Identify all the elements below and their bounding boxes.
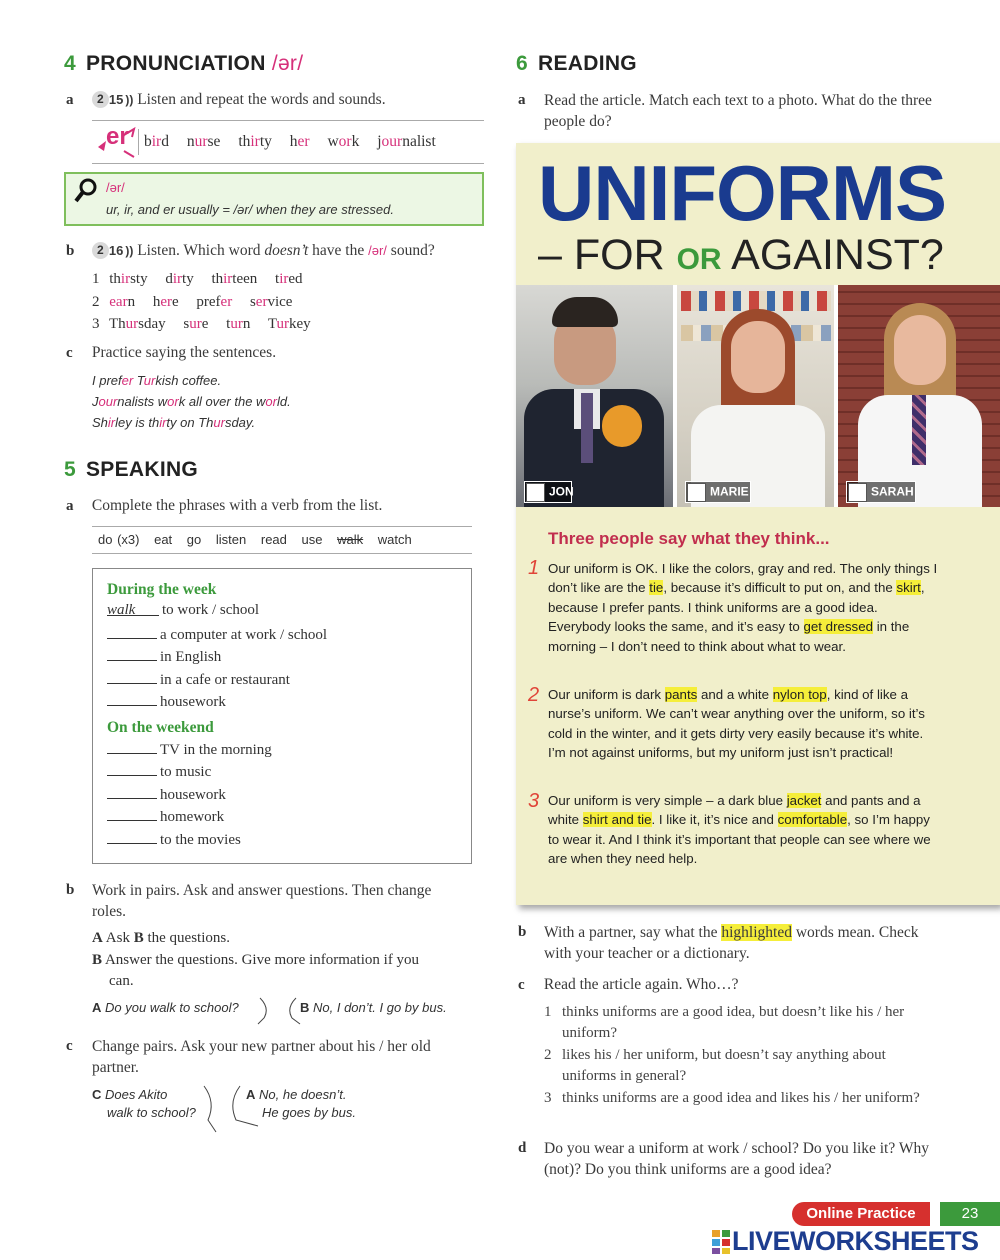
who-questions xyxy=(544,1002,934,1109)
phrase-row xyxy=(107,692,471,715)
audio-icon[interactable]: )) xyxy=(125,244,134,258)
exercise-letter: c xyxy=(518,977,525,993)
audio-track[interactable]: 15 xyxy=(108,92,124,107)
checkbox-marie xyxy=(687,483,749,502)
answer-blank[interactable] xyxy=(107,785,157,799)
exercise-letter: a xyxy=(518,92,526,108)
exercise-5a xyxy=(66,497,382,515)
highlighted-word[interactable]: skirt xyxy=(896,580,921,596)
text-run: in the morning – I don’t need to think about what to wear. xyxy=(548,619,910,654)
question-1 xyxy=(544,1002,934,1044)
phrases-box xyxy=(92,568,472,864)
section-5-heading xyxy=(64,458,198,482)
word-thirty: thirty xyxy=(238,133,272,150)
word-row-3: 3 Thursday sure turn Turkey xyxy=(92,316,311,332)
phrase-row xyxy=(107,740,471,763)
word: Thursday xyxy=(108,316,166,332)
verb: do (x3) xyxy=(98,532,140,547)
exercise-letter: c xyxy=(66,1038,73,1054)
tip-text: ur, ir, and er usually = /ər/ when they are stressed. xyxy=(106,202,394,217)
instruction-text: Complete the phrases with a verb from the list. xyxy=(91,497,383,514)
text-run: and a white xyxy=(701,687,770,702)
phrase-text: in English xyxy=(160,649,222,665)
subtitle-for: – FOR xyxy=(538,231,665,279)
word: sure xyxy=(183,316,209,332)
text-run: , so I’m happy to wear it. And I think it’s important that people can see where we are when they need help. xyxy=(548,812,931,867)
photo-jon xyxy=(516,285,673,507)
audio-track[interactable]: 16 xyxy=(108,243,124,258)
exercise-4b xyxy=(66,242,435,260)
word: earn xyxy=(109,293,136,310)
question-3 xyxy=(544,1088,934,1109)
answer-blank[interactable] xyxy=(107,647,157,661)
text-run: , because I prefer pants. I think uniforms are a good idea. Everybody looks the same, and it’s easy to xyxy=(548,580,925,635)
text-number: 3 xyxy=(528,790,540,812)
instruction-text-post: sound? xyxy=(390,242,435,259)
answer-blank[interactable] xyxy=(107,740,157,754)
phrase-row xyxy=(107,670,471,693)
exercise-6c xyxy=(518,976,739,994)
liveworksheets-icon xyxy=(712,1230,730,1254)
bubble-text: He goes by bus. xyxy=(262,1105,356,1120)
word-bird: bird xyxy=(144,133,169,150)
answer-blank[interactable] xyxy=(107,625,157,639)
verb-crossed: walk xyxy=(337,532,364,547)
highlighted-word[interactable]: nylon top xyxy=(772,687,827,702)
page-number: 23 xyxy=(940,1202,1000,1226)
question-text: thinks uniforms are a good idea and likes his / her uniform? xyxy=(562,1090,920,1106)
speech-bubble-a xyxy=(92,1000,239,1015)
word-her: her xyxy=(289,133,310,150)
tip-title: /ər/ xyxy=(106,180,125,195)
text-run: Our uniform is dark xyxy=(548,687,662,702)
photo-name: MARIE xyxy=(710,484,749,499)
instruction-text: Change pairs. Ask your new partner about his / her old partner. xyxy=(92,1038,431,1076)
question-2 xyxy=(544,1045,934,1087)
word-nurse: nurse xyxy=(186,133,221,150)
speaker-label: A xyxy=(92,1000,102,1015)
text-run: and pants and a white xyxy=(548,793,921,828)
highlighted-word[interactable]: jacket xyxy=(786,793,822,808)
word: turn xyxy=(226,316,251,332)
word: tired xyxy=(275,271,303,287)
text-run: , because it’s difficult to put on, and the xyxy=(663,580,893,596)
exercise-5c xyxy=(66,1036,466,1078)
article-text-2 xyxy=(548,685,938,763)
photo-checkbox[interactable] xyxy=(526,483,545,502)
sound-logo-icon xyxy=(94,125,138,159)
section-title: SPEAKING xyxy=(85,458,199,481)
speech-bubble-a2 xyxy=(246,1086,356,1122)
roles-a xyxy=(92,928,230,949)
speaker-label: C xyxy=(92,1087,102,1102)
highlighted-word[interactable]: get dressed xyxy=(803,619,873,635)
speaker-label: B xyxy=(300,1000,310,1015)
verb: use xyxy=(301,532,323,547)
exercise-4a xyxy=(66,91,386,109)
exercise-letter: b xyxy=(66,882,75,898)
section-number: 5 xyxy=(64,458,76,481)
bubble-text: No, he doesn’t. xyxy=(259,1087,347,1102)
phrase-row xyxy=(107,807,471,830)
question-text: thinks uniforms are a good idea, but doesn’t like his / her uniform? xyxy=(562,1004,905,1041)
checkbox-sarah xyxy=(848,483,914,502)
online-practice-button[interactable]: Online Practice xyxy=(792,1202,930,1226)
article-panel xyxy=(516,143,1000,905)
photo-checkbox[interactable] xyxy=(848,483,867,502)
practice-sentences xyxy=(92,370,291,433)
phrase-text: in a cafe or restaurant xyxy=(160,671,290,688)
word: dirty xyxy=(165,271,194,287)
word: Turkey xyxy=(267,316,311,332)
exercise-6b xyxy=(518,922,938,964)
sentence-1: I prefer Turkish coffee. xyxy=(92,373,222,388)
photo-marie xyxy=(677,285,834,507)
verb: read xyxy=(260,532,287,547)
answer-blank[interactable] xyxy=(107,762,157,776)
word: service xyxy=(249,293,293,310)
highlighted-word[interactable]: shirt and tie xyxy=(582,812,652,828)
verb: eat xyxy=(154,532,173,547)
phrase-text: housework xyxy=(160,694,226,710)
instruction-text: Listen. Which word xyxy=(137,242,261,259)
instruction-text: Practice saying the sentences. xyxy=(91,344,277,361)
text-run: . I like it, it’s nice and xyxy=(651,812,774,828)
exercise-letter: d xyxy=(518,1140,527,1156)
instruction-text: Listen and repeat the words and sounds. xyxy=(137,91,386,108)
section-title: READING xyxy=(537,52,637,75)
bubble-text: walk to school? xyxy=(107,1105,196,1120)
word-journalist: journalist xyxy=(377,133,436,150)
sentence-2: Journalists work all over the world. xyxy=(92,394,291,409)
instruction-text: Work in pairs. Ask and answer questions. Then change roles. xyxy=(92,882,432,920)
phrase-text: a computer at work / school xyxy=(160,626,328,643)
role-text: Ask xyxy=(105,930,130,946)
article-subtitle xyxy=(538,229,944,286)
exercise-letter: b xyxy=(66,243,75,259)
subtitle-against: AGAINST? xyxy=(731,231,944,279)
text-run: Our uniform is OK. I like the colors, gray and red. The only things I don’t like are the xyxy=(548,561,938,596)
highlighted-word[interactable]: tie xyxy=(649,580,664,596)
magnifier-icon xyxy=(74,178,98,209)
phrase-text: TV in the morning xyxy=(160,741,272,758)
phrase-text: to music xyxy=(160,764,212,780)
answer-blank[interactable] xyxy=(107,692,157,706)
word-row-1: 1 thirsty dirty thirteen tired xyxy=(92,271,303,287)
role-label: B xyxy=(92,952,103,968)
verb: watch xyxy=(377,532,412,547)
photo-checkbox[interactable] xyxy=(687,483,706,502)
phrase-row xyxy=(107,830,471,853)
photo-name: JON xyxy=(549,484,574,499)
text-number: 2 xyxy=(528,684,540,706)
bubble-tail-icon xyxy=(256,996,306,1031)
photo-name: SARAH xyxy=(871,484,914,499)
phrase-row xyxy=(107,647,471,670)
phrase-text: housework xyxy=(160,786,226,803)
phrase-row xyxy=(107,625,471,648)
subtitle-or: OR xyxy=(676,243,722,276)
phrase-text: homework xyxy=(160,809,225,825)
photo-strip xyxy=(516,285,1000,507)
photo-sarah xyxy=(838,285,1000,507)
during-week-heading: During the week xyxy=(107,581,217,598)
roles-b xyxy=(92,950,442,992)
article-title: UNIFORMS xyxy=(538,149,946,237)
sound-words-box xyxy=(92,120,484,164)
role-label: A xyxy=(92,930,103,946)
role-ref: B xyxy=(133,930,144,946)
speech-bubble-b xyxy=(300,1000,447,1015)
word-work: work xyxy=(327,133,360,150)
text-run: , kind of like a nurse’s uniform. We can’t wear anything over the uniform, so it’s cold in the winter, and it gets dirty very easily because it’s white. I’m not against uniforms, but my uniform just isn’t practical! xyxy=(548,687,925,761)
instruction-highlight: highlighted xyxy=(721,924,792,941)
exercise-letter: c xyxy=(66,345,73,361)
article-text-3 xyxy=(548,791,938,869)
phrase-text: to work / school xyxy=(162,602,260,618)
highlighted-word[interactable]: comfortable xyxy=(777,812,848,828)
audio-disc-icon[interactable]: 2 xyxy=(92,242,109,259)
phrase-row xyxy=(107,785,471,808)
section-number: 4 xyxy=(64,52,76,75)
phrase-row xyxy=(107,602,471,625)
word: here xyxy=(152,293,179,310)
exercise-6a xyxy=(518,90,938,132)
example-answer: walk xyxy=(107,602,159,616)
question-number: 3 xyxy=(544,1090,552,1106)
word-row-2: 2 earn here prefer service xyxy=(92,293,293,310)
phrase-text: to the movies xyxy=(160,831,241,848)
sentence-3: Shirley is thirty on Thursday. xyxy=(92,415,256,430)
phrase-row xyxy=(107,762,471,785)
tip-box xyxy=(64,172,484,226)
word: prefer xyxy=(196,293,233,310)
question-number: 1 xyxy=(544,1004,552,1020)
instruction-text-mid: have the xyxy=(312,242,365,259)
section-4-heading xyxy=(64,52,303,76)
exercise-4c xyxy=(66,344,276,362)
instruction-text: With a partner, say what the xyxy=(544,924,718,941)
verb: listen xyxy=(215,532,247,547)
bubble-text: Do you walk to school? xyxy=(105,1000,239,1015)
question-number: 2 xyxy=(544,1047,552,1063)
word: thirsty xyxy=(109,271,148,287)
role-text-post: the questions. xyxy=(147,930,230,946)
audio-disc-icon[interactable]: 2 xyxy=(92,91,109,108)
section-6-heading xyxy=(516,52,637,76)
liveworksheets-logo xyxy=(712,1228,1000,1258)
text-number: 1 xyxy=(528,557,540,579)
weekend-heading: On the weekend xyxy=(107,718,214,736)
bubble-text: Does Akito xyxy=(105,1087,168,1102)
word: thirteen xyxy=(211,271,258,287)
liveworksheets-text: LIVEWORKSHEETS xyxy=(732,1226,979,1256)
speaker-label: A xyxy=(246,1087,256,1102)
section-title: PRONUNCIATION xyxy=(85,52,266,75)
exercise-5b xyxy=(66,880,456,922)
bubble-text: No, I don’t. I go by bus. xyxy=(313,1000,447,1015)
instruction-text: Do you wear a uniform at work / school? Do you like it? Why (not)? Do you think uniforms are a good idea? xyxy=(544,1140,929,1178)
section-ipa: /ər/ xyxy=(271,52,304,75)
instruction-emphasis: doesn’t xyxy=(264,242,309,259)
exercise-letter: b xyxy=(518,924,527,940)
checkbox-jon xyxy=(526,483,574,502)
instruction-text: Read the article again. Who…? xyxy=(543,976,739,993)
exercise-letter: a xyxy=(66,498,74,514)
article-subheading: Three people say what they think... xyxy=(548,529,830,548)
answer-blank[interactable] xyxy=(107,807,157,821)
section-number: 6 xyxy=(516,52,528,75)
verb: go xyxy=(186,532,202,547)
audio-icon[interactable]: )) xyxy=(125,93,134,107)
instruction-text: Read the article. Match each text to a photo. What do the three people do? xyxy=(544,92,932,130)
answer-blank[interactable] xyxy=(107,830,157,844)
verb-list xyxy=(92,526,472,554)
sound-words xyxy=(144,133,436,151)
role-text: Answer the questions. Give more information if you can. xyxy=(104,952,420,989)
question-text: likes his / her uniform, but doesn’t say anything about uniforms in general? xyxy=(562,1047,886,1084)
article-text-1 xyxy=(548,559,938,656)
instruction-ipa: /ər/ xyxy=(368,243,387,258)
sound-logo-text: er xyxy=(106,123,129,150)
highlighted-word[interactable]: pants xyxy=(664,687,698,702)
instruction-text-post: words mean. Check with your teacher or a dictionary. xyxy=(544,924,919,962)
exercise-6d xyxy=(518,1138,938,1180)
answer-blank[interactable] xyxy=(107,670,157,684)
word-rows xyxy=(92,268,311,336)
text-run: Our uniform is very simple – a dark blue xyxy=(548,793,784,808)
exercise-letter: a xyxy=(66,92,74,108)
